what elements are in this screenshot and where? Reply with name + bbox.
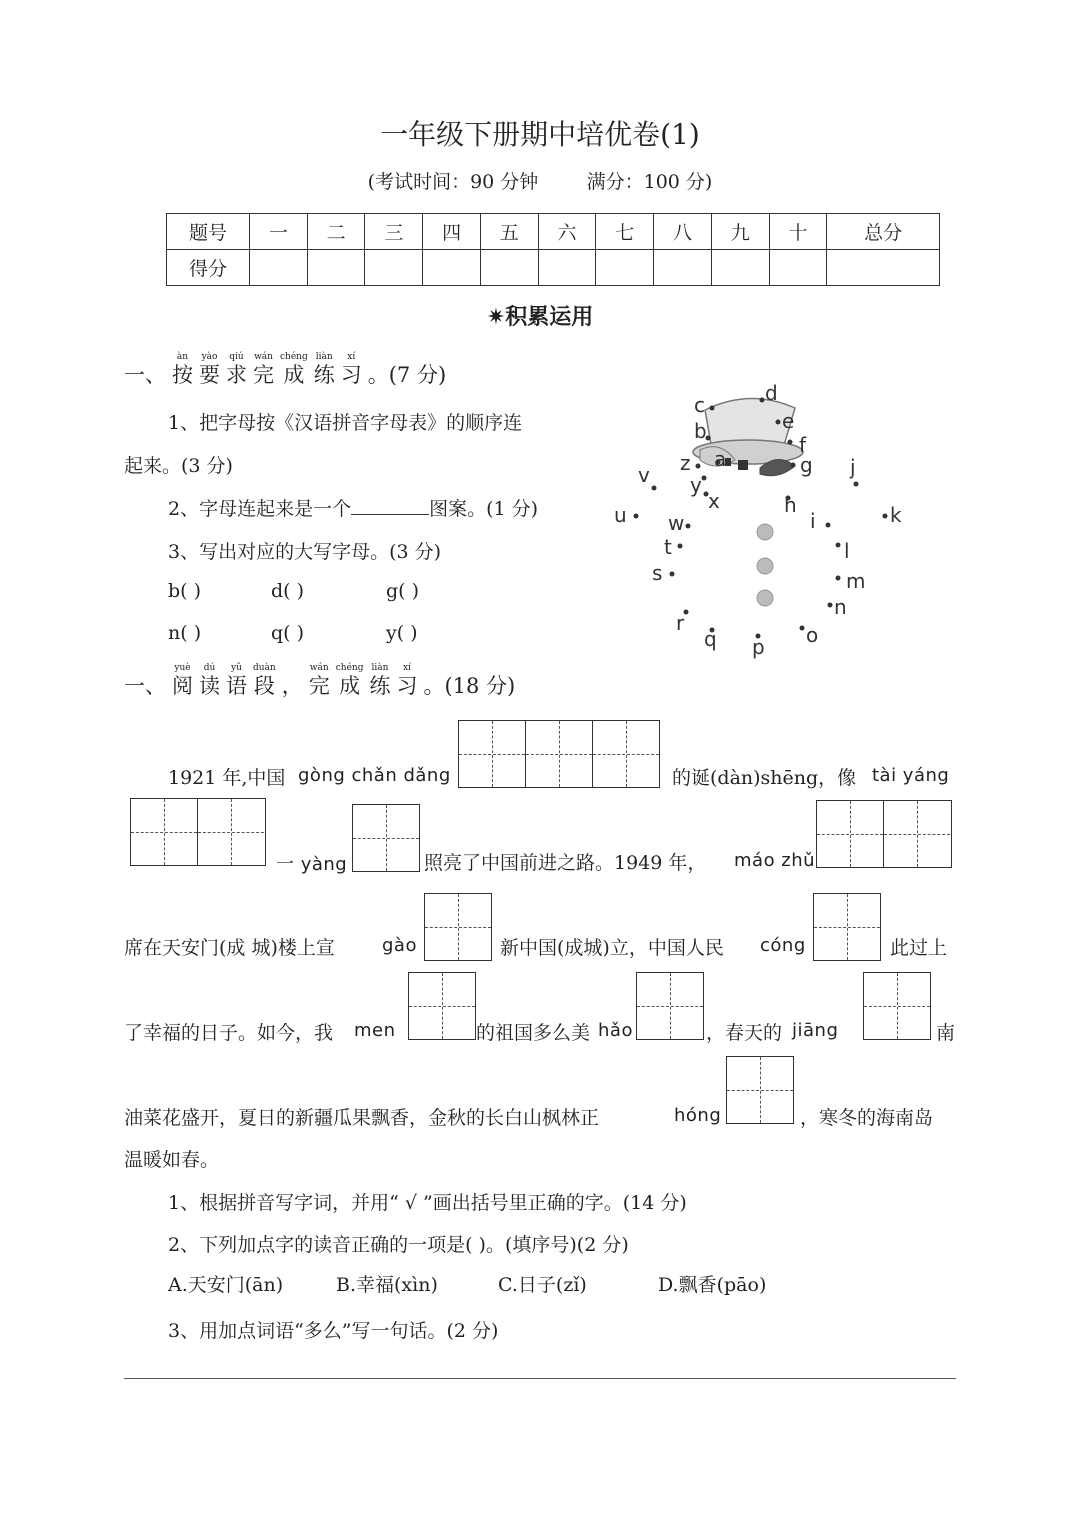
letter-dot [686,524,691,529]
score-cell[interactable] [827,250,940,286]
pinyin-prompt: hǎo [598,1020,633,1041]
passage-text: 油菜花盛开，夏日的新疆瓜果飘香，金秋的长白山枫林正 [124,1107,600,1129]
ruby-char: xí 习 [396,663,418,698]
score-col: 十 [769,214,827,250]
tianzige-box[interactable] [863,972,931,1040]
letter-dot [883,514,888,519]
pinyin-prompt: jiāng [792,1020,839,1041]
passage-text: 席在天安门(成 城)楼上宣 [124,937,335,959]
letter-dot [684,610,689,615]
pinyin-prompt: gòng chǎn dǎng [298,765,451,786]
score-col: 四 [423,214,481,250]
pinyin-prompt: tài yáng [872,765,950,786]
letter-m: m [846,569,866,593]
score-table [166,213,940,286]
letter-v: v [638,463,650,487]
letter-y: y [690,473,702,497]
passage-text: 的诞(dàn)shēng，像 [672,767,857,789]
letter-p: p [752,635,765,659]
score-cell[interactable] [480,250,538,286]
ruby-char: chéng 成 [335,663,364,698]
tianzige-box[interactable] [458,720,660,788]
letter-s: s [652,561,663,585]
passage-text: 南 [936,1022,956,1044]
letter-dot [854,482,859,487]
q1-heading [124,352,446,388]
tianzige-box[interactable] [424,893,492,961]
letter-dot [710,406,715,411]
ruby-char: yǔ 语 [226,663,247,698]
tianzige-box[interactable] [726,1056,794,1124]
tianzige-box[interactable] [130,798,266,866]
page-title: 一年级下册期中培优卷(1) [380,118,700,151]
q2-points: 。(18 分) [423,674,516,698]
letter-e: e [782,409,795,433]
q1-points: 。(7 分) [367,363,447,387]
score-cell[interactable] [654,250,712,286]
letter-r: r [676,611,685,635]
letter-answer[interactable]: g( ) [386,580,420,602]
pinyin-prompt: men [354,1020,396,1041]
letter-dot [760,398,765,403]
letter-dot [702,476,707,481]
score-cell[interactable] [538,250,596,286]
score-col: 六 [538,214,596,250]
letter-d: d [765,381,778,405]
letter-dot [670,572,675,577]
letter-k: k [890,503,902,527]
passage-text: ，寒冬的海南岛 [800,1107,934,1129]
letter-c: c [694,393,705,417]
q1-sub1: 1、把字母按《汉语拼音字母表》的顺序连 [168,412,523,434]
option-a[interactable]: A.天安门(ān) [168,1274,284,1296]
letter-answer[interactable]: q( ) [271,622,305,644]
pinyin-prompt: gào [382,935,417,956]
letter-dot [652,486,657,491]
letter-l: l [844,539,850,563]
letter-dot [788,440,793,445]
option-b[interactable]: B.幸福(xìn) [336,1274,438,1296]
letter-t: t [664,535,672,559]
ruby-char: ， [281,674,303,698]
letter-w: w [668,511,685,535]
score-col: 五 [480,214,538,250]
score-col-total: 总分 [827,214,940,250]
letter-f: f [799,433,807,457]
q2-sub1: 1、根据拼音写字词，并用“ √ ”画出括号里正确的字。(14 分) [168,1192,687,1214]
section-heading: ✷积累运用 [486,305,594,330]
score-cell[interactable] [596,250,654,286]
ruby-char: dú 读 [199,663,220,698]
score-cell[interactable] [250,250,308,286]
ruby-char: yào 要 [199,352,220,387]
score-cell[interactable] [307,250,365,286]
score-col: 二 [307,214,365,250]
letter-j: j [850,455,856,479]
score-cell[interactable] [711,250,769,286]
ruby-char: wán 完 [253,352,274,387]
letter-dot [678,544,683,549]
letter-dot [836,576,841,581]
score-table-label: 得分 [167,250,250,286]
letter-h: h [784,493,797,517]
ruby-char: yuè 阅 [172,663,193,698]
ruby-char: wán 完 [308,663,330,698]
letter-o: o [806,623,819,647]
q2-heading [124,663,515,699]
passage-text: 此过上 [890,937,948,959]
q2-sub3: 3、用加点词语“多么”写一句话。(2 分) [168,1320,499,1342]
letter-dot [828,603,833,608]
passage-text: ，春天的 [706,1022,783,1044]
snowman-buttons [757,524,773,606]
tianzige-box[interactable] [636,972,704,1040]
ruby-char: xí 习 [340,352,362,387]
ruby-char: duàn 段 [253,663,276,698]
letter-n: n [834,595,847,619]
score-col: 三 [365,214,423,250]
letter-answer[interactable]: n( ) [168,622,202,644]
letter-i: i [810,509,816,533]
tianzige-box[interactable] [352,804,420,872]
letter-u: u [614,503,627,527]
letter-dot [826,523,831,528]
score-col: 九 [711,214,769,250]
letter-dot [696,464,701,469]
pinyin-prompt: cóng [760,935,806,956]
tianzige-box[interactable] [816,800,952,868]
score-table-header-row [167,214,940,250]
letter-answer[interactable]: y( ) [386,622,418,644]
q1-sub3: 3、写出对应的大写字母。(3 分) [168,541,442,563]
passage-text: 的祖国多么美 [476,1022,591,1044]
dot-puzzle-illustration [600,380,920,665]
divider [124,1378,956,1379]
exam-info: (考试时间：90 分钟 满分：100 分) [367,171,713,193]
q2-sub2: 2、下列加点字的读音正确的一项是( )。(填序号)(2 分) [168,1234,629,1256]
score-col: 一 [250,214,308,250]
passage-text: 1921 年,中国 [168,767,286,789]
score-cell[interactable] [769,250,827,286]
score-cell[interactable] [423,250,481,286]
letter-b: b [694,419,707,443]
pinyin-prompt: máo zhǔ [734,850,816,871]
letter-dot [836,543,841,548]
score-cell[interactable] [365,250,423,286]
q1-sub1-cont: 起来。(3 分) [124,455,233,477]
letter-answer[interactable]: b( ) [168,580,202,602]
answer-blank[interactable] [351,496,429,515]
letter-answer[interactable]: d( ) [271,580,305,602]
letter-q: q [704,627,717,651]
tianzige-box[interactable] [408,972,476,1040]
letter-x: x [708,489,720,513]
letter-dot [776,420,781,425]
passage-text: 了幸福的日子。如今，我 [124,1022,334,1044]
ruby-char: chéng 成 [280,352,308,387]
tianzige-box[interactable] [813,893,881,961]
q2-number: 一、 [124,674,166,698]
ruby-char: liàn 练 [313,352,335,387]
ruby-char: liàn 练 [369,663,391,698]
letter-a: a [714,447,727,471]
score-col: 七 [596,214,654,250]
score-col: 八 [654,214,712,250]
letter-dot [791,463,796,468]
ruby-char: àn 按 [172,352,193,387]
ruby-char: qiú 求 [226,352,247,387]
passage-text: 温暖如春。 [124,1149,220,1171]
letter-dot [800,626,805,631]
q1-sub2: 2、字母连起来是一个 图案。(1 分) [168,498,539,520]
score-table-label: 题号 [167,214,250,250]
letter-z: z [680,451,691,475]
passage-text: 照亮了中国前进之路。1949 年， [424,852,707,874]
option-c[interactable]: C.日子(zǐ) [498,1274,587,1296]
letter-dot [634,514,639,519]
score-table-score-row [167,250,940,286]
passage-text: 新中国(成城)立，中国人民 [500,937,724,959]
option-d[interactable]: D.飘香(pāo) [658,1274,767,1296]
pinyin-prompt: 一 yàng [276,854,348,875]
letter-g: g [800,453,813,477]
q1-number: 一、 [124,363,166,387]
pinyin-prompt: hóng [674,1105,722,1126]
